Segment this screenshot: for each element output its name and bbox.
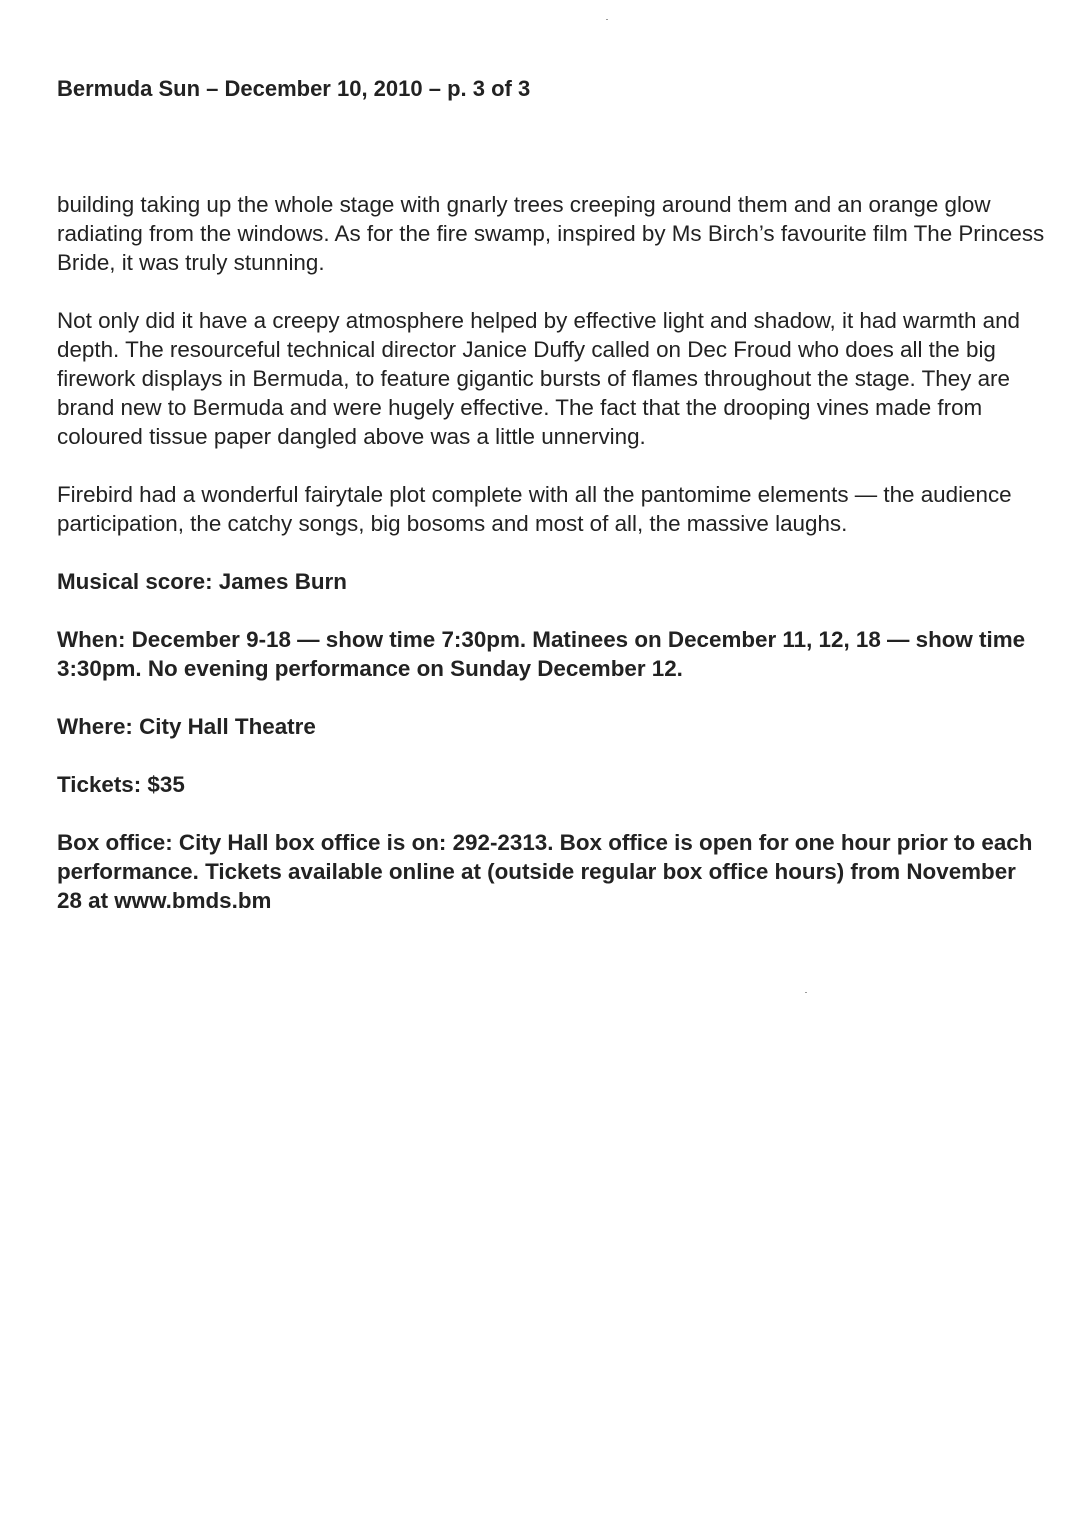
article-body [57, 190, 1047, 944]
musical-score-line: Musical score: James Burn [57, 569, 347, 594]
article-paragraph-1: building taking up the whole stage with gnarly trees creeping around them and an orange glow radiating from the windows. As for the fire swamp, inspired by Ms Birch’s favourite film The Princess Bride, it was truly stunning. [57, 192, 1045, 275]
scan-speck [805, 992, 807, 993]
where-line: Where: City Hall Theatre [57, 714, 316, 739]
article-paragraph-2: Not only did it have a creepy atmosphere helped by effective light and shadow, it had warmth and depth. The resourceful technical director Janice Duffy called on Dec Froud who does all the big firework displays in Bermuda, to feature gigantic bursts of flames throughout the stage. They are brand new to Bermuda and were hugely effective. The fact that the drooping vines made from coloured tissue paper dangled above was a little unnerving. [57, 308, 1020, 449]
when-line: When: December 9-18 — show time 7:30pm. Matinees on December 11, 12, 18 — show time 3:30pm. No evening performance on Sunday December 12. [57, 627, 1026, 681]
scan-speck [606, 19, 608, 20]
page-header: Bermuda Sun – December 10, 2010 – p. 3 of 3 [57, 76, 531, 101]
tickets-line: Tickets: $35 [57, 772, 185, 797]
article-paragraph-3: Firebird had a wonderful fairytale plot complete with all the pantomime elements — the audience participation, the catchy songs, big bosoms and most of all, the massive laughs. [57, 482, 1012, 536]
box-office-line: Box office: City Hall box office is on: 292-2313. Box office is open for one hour prior to each performance. Tickets available online at (outside regular box office hours) from November 28 at www.bmds.bm [57, 830, 1033, 913]
